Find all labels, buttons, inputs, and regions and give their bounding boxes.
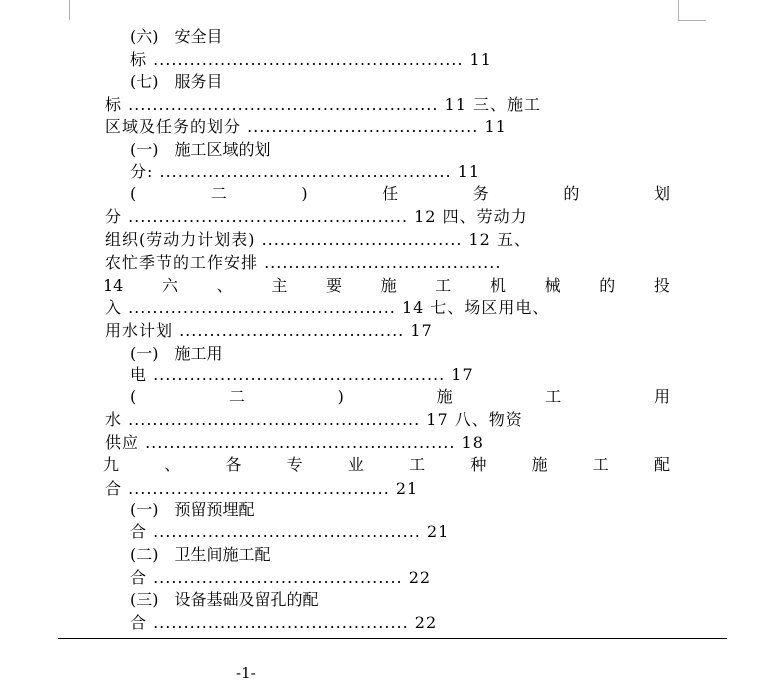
crop-mark-right-horizontal [678, 20, 706, 21]
toc-char: 工 [409, 455, 426, 474]
toc-char: 的 [599, 276, 616, 295]
toc-entry: 合 ........................................... 21 [105, 479, 419, 498]
toc-entry: 组织(劳动力计划表) ................................. 12 五、 [105, 230, 531, 249]
toc-entry-justified [130, 183, 670, 205]
toc-entry: 电 ................................................ 17 [130, 365, 474, 384]
toc-char: 二 [210, 184, 227, 203]
toc-entry: 供应 ................................................... 18 [105, 433, 484, 452]
toc-entry: (二) 卫生间施工配 [130, 545, 271, 564]
toc-char: 机 [489, 276, 506, 295]
toc-char: 划 [653, 184, 670, 203]
toc-char: 主 [271, 276, 288, 295]
toc-char: 械 [544, 276, 561, 295]
toc-char: 用 [653, 387, 670, 406]
toc-char: ) [301, 184, 308, 203]
crop-mark-left [69, 0, 70, 20]
page-number: -1- [236, 664, 256, 682]
toc-entry: (一) 施工区域的划 [130, 140, 271, 159]
toc-entry-justified [130, 386, 670, 408]
toc-char: 专 [286, 455, 303, 474]
toc-char: 施 [531, 455, 548, 474]
toc-char: 九 [103, 455, 120, 474]
toc-entry-justified [103, 454, 670, 476]
toc-char: 施 [436, 387, 453, 406]
toc-char: 各 [225, 455, 242, 474]
toc-char: 施 [380, 276, 397, 295]
toc-entry-justified [103, 275, 670, 297]
toc-entry: 标 ................................................... 11 [130, 50, 492, 69]
toc-char: 配 [653, 455, 670, 474]
toc-entry: (七) 服务目 [130, 72, 223, 91]
crop-mark-right [678, 0, 679, 20]
footer-divider [58, 638, 727, 639]
toc-entry: (三) 设备基础及留孔的配 [130, 590, 319, 609]
toc-char: 的 [563, 184, 580, 203]
toc-char: 六 [162, 276, 179, 295]
toc-entry: 区域及任务的划分 ...................................... 11 [105, 117, 507, 136]
toc-entry: 合 ............................................ 21 [130, 522, 450, 541]
toc-entry: 水 ................................................ 17 八、物资 [105, 410, 523, 429]
toc-char: ) [337, 387, 344, 406]
toc-char: 工 [435, 276, 452, 295]
toc-entry: 分: ................................................ 11 [130, 162, 481, 181]
toc-char: 种 [470, 455, 487, 474]
toc-char: 任 [382, 184, 399, 203]
toc-char: 、 [164, 455, 181, 474]
toc-entry: 分 .............................................. 12 四、劳动力 [105, 207, 528, 226]
toc-entry: (一) 预留预埋配 [130, 500, 255, 519]
toc-char: 工 [592, 455, 609, 474]
toc-char: ( [130, 387, 137, 406]
toc-char: 工 [545, 387, 562, 406]
toc-char: 业 [347, 455, 364, 474]
toc-char: 14 [103, 276, 124, 295]
toc-entry: 农忙季节的工作安排 ....................................... [105, 253, 502, 272]
toc-char: 投 [653, 276, 670, 295]
toc-entry: 用水计划 ..................................... 17 [105, 321, 433, 340]
toc-entry: 合 ......................................... 22 [130, 568, 432, 587]
toc-entry: 入 ............................................ 14 七、场区用电、 [105, 298, 550, 317]
toc-entry: (一) 施工用 [130, 344, 223, 363]
toc-char: 务 [472, 184, 489, 203]
toc-char: 、 [216, 276, 233, 295]
toc-entry: 合 .......................................... 22 [130, 613, 438, 632]
toc-entry: (六) 安全目 [130, 27, 223, 46]
toc-char: ( [130, 184, 137, 203]
toc-entry: 标 ................................................... 11 三、施工 [105, 95, 542, 114]
toc-char: 要 [325, 276, 342, 295]
toc-char: 二 [228, 387, 245, 406]
